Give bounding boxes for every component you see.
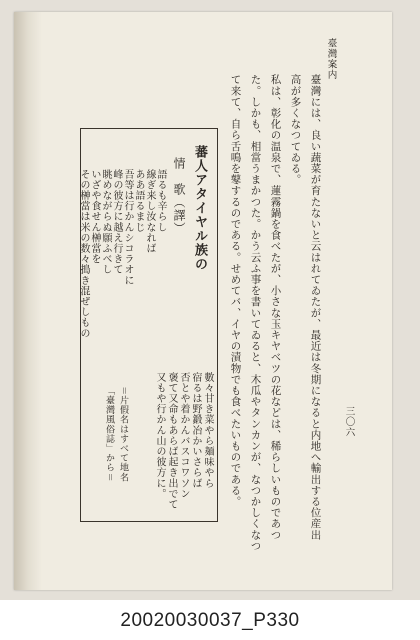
poem-line: 又もや行かん山の彼方に。 (154, 372, 165, 500)
body-column-4: た。しかも、相當うまかつた。かう云ふ事を書いてゐると、木瓜やタンカンが、なつかしくなつ (249, 74, 262, 552)
poem-line: 數々甘き菜やら麺味やら (202, 372, 213, 489)
poem-note-place-names: ＝片假名はすべて地名 (118, 386, 128, 482)
body-column-3: 私は、彰化の温泉で、蓮霧鍋を食べたが、小さな玉キヤベツの花などは、稀らしいものであつ (269, 74, 282, 541)
poem-line: 褒て又命もあらば起き出でて (166, 372, 177, 510)
poem-line: 眺めながらぬ願ふべし (100, 169, 111, 275)
body-column-5: て来て、自ら舌鳴を鼕するのである。せめてバ、イヤの漬物でも食べたいものである。 (229, 74, 242, 507)
page-number: 三〇六 (343, 406, 355, 438)
poem-line: 宿るは野鍛冶かいさらば (190, 372, 201, 489)
poem-line: いざや食せん榊當を (89, 169, 100, 265)
poem-note-source: 「臺灣風俗誌」から＝ (104, 386, 114, 482)
poem-line: 線ぎ来し汝なれば (144, 169, 155, 254)
catalog-id: 20020030037_P330 (0, 602, 420, 640)
poem-subtitle: 情 歌（譯） (172, 157, 186, 235)
running-title: 臺灣案内 (325, 38, 337, 80)
poem-line: 語るも辛らし (155, 169, 166, 233)
page-gutter (14, 12, 42, 590)
body-column-1: 臺灣には、良い蔬菜が育たないと云はれてゐたが、最近は冬期になると内地へ輸出する位産出 (309, 74, 322, 541)
poem-title: 蕃人アタイヤル族の (192, 145, 207, 271)
poem-line: 吾等は行かんシコラオに (122, 169, 133, 286)
poem-line: 峰の彼方に越え行きて (111, 169, 122, 275)
body-column-2: 高が多くなつてゐる。 (289, 74, 302, 185)
poem-line: その榊當は米の数々搗き混ぜしもの (78, 169, 89, 339)
poem-line: 否とや着かんバスコワソン (178, 372, 189, 500)
poem-line: ああ語るまじ (133, 169, 144, 233)
